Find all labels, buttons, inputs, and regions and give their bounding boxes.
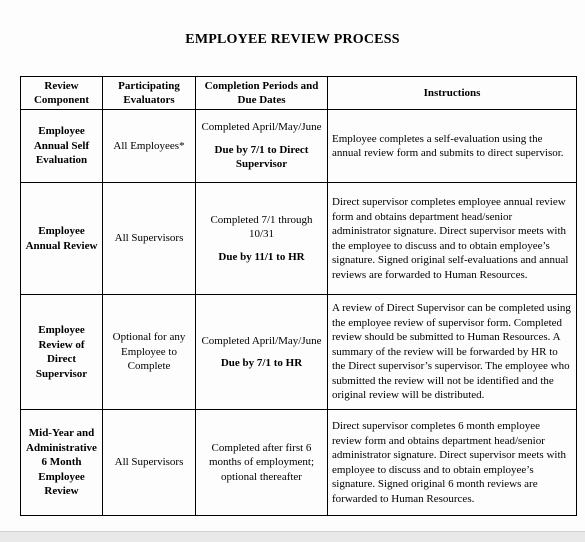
completion-period-cell	[196, 183, 328, 295]
review-component-cell: Employee Review of Direct Supervisor	[21, 295, 103, 410]
completion-period-text: Completed April/May/June	[201, 121, 322, 134]
table-row	[21, 110, 577, 183]
header-participating-evaluators: Participating Evaluators	[103, 77, 196, 110]
instructions-cell: Direct supervisor completes 6 month employee review form and obtains department head/senior administrator signature. Direct supervisor meets with employee to discuss and to obtain employee’s signature. Signed original 6 month reviews are forwarded to Human Resources.	[328, 410, 577, 516]
completion-period-text: Completed 7/1 through 10/31	[210, 213, 313, 241]
evaluators-cell: All Supervisors	[103, 183, 196, 295]
due-date-text: Due by 7/1 to Direct Supervisor	[214, 143, 309, 171]
instructions-cell: Direct supervisor completes employee annual review form and obtains department head/senior administrator signature. Direct supervisor meets with the employee to discuss and to obtain employee’s signature. Signed original self-evaluations and annual reviews are forwarded to Human Resources.	[328, 183, 577, 295]
table-row	[21, 295, 577, 410]
completion-period-text: Completed after first 6 months of employment; optional thereafter	[208, 441, 315, 483]
review-component-cell: Employee Annual Review	[21, 183, 103, 295]
header-instructions: Instructions	[328, 77, 577, 110]
evaluators-cell: Optional for any Employee to Complete	[103, 295, 196, 410]
evaluators-cell: All Employees*	[103, 110, 196, 183]
table-row	[21, 410, 577, 516]
evaluators-cell: All Supervisors	[103, 410, 196, 516]
document-title: EMPLOYEE REVIEW PROCESS	[185, 32, 400, 47]
completion-period-cell	[196, 295, 328, 410]
instructions-cell: Employee completes a self-evaluation using the annual review form and submits to direct supervisor.	[328, 110, 577, 183]
header-completion-periods: Completion Periods and Due Dates	[196, 77, 328, 110]
due-date-text: Due by 7/1 to HR	[220, 357, 303, 369]
completion-period-cell	[196, 110, 328, 183]
page-bottom-edge	[0, 531, 585, 542]
review-component-cell: Mid-Year and Administrative 6 Month Employee Review	[21, 410, 103, 516]
instructions-cell: A review of Direct Supervisor can be completed using the employee review of supervisor form. Completed review should be submitted to Human Resources. A summary of the review will be forwarded by HR to the Direct supervisor’s supervisor. The employee who submitted the review will not be identified and the original review will be distributed.	[328, 295, 577, 410]
completion-period-text: Completed April/May/June	[201, 334, 322, 347]
due-date-text: Due by 11/1 to HR	[218, 250, 305, 263]
table-row	[21, 183, 577, 295]
review-process-table	[20, 76, 577, 516]
review-component-cell: Employee Annual Self Evaluation	[21, 110, 103, 183]
header-review-component: Review Component	[21, 77, 103, 110]
completion-period-cell	[196, 410, 328, 516]
table-header-row	[21, 77, 577, 110]
